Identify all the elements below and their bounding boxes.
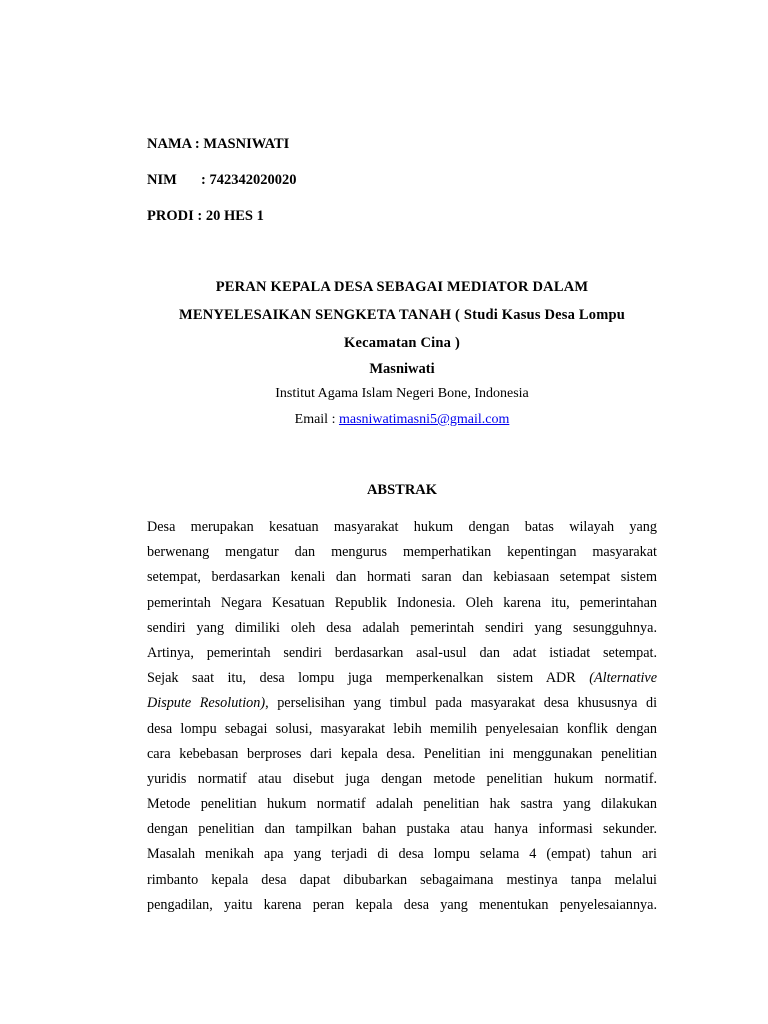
abstract-line: sendiri yang dimiliki oleh desa adalah pemerintah sendiri yang sesungguhnya. bbox=[147, 619, 657, 636]
abstract-line: Metode penelitian hukum normatif adalah penelitian hak sastra yang dilakukan bbox=[147, 796, 657, 813]
nama-label: NAMA : bbox=[147, 136, 204, 152]
abstract-line: yuridis normatif atau disebut juga dengan metode penelitian hukum normatif. bbox=[147, 770, 657, 787]
abstract-italic-term: Dispute Resolution) bbox=[147, 695, 266, 712]
nim-value: : 742342020020 bbox=[201, 172, 297, 188]
abstract-line: dengan penelitian dan tampilkan bahan pustaka atau hanya informasi sekunder. bbox=[147, 821, 657, 838]
email-link[interactable]: masniwatimasni5@gmail.com bbox=[338, 412, 510, 427]
abstract-line: cara kebebasan berproses dari kepala desa. Penelitian ini menggunakan penelitian bbox=[147, 745, 657, 762]
abstract-line: Masalah menikah apa yang terjadi di desa lompu selama 4 (empat) tahun ari bbox=[147, 846, 657, 863]
paper-title bbox=[147, 273, 657, 357]
abstract-line: Artinya, pemerintah sendiri berdasarkan asal-usul dan adat istiadat setempat. bbox=[147, 644, 657, 661]
title-line-2: MENYELESAIKAN SENGKETA TANAH ( Studi Kasus Desa Lompu bbox=[178, 307, 626, 323]
abstract-line: setempat, berdasarkan kenali dan hormati saran dan kebiasaan setempat sistem bbox=[147, 569, 657, 586]
email-label: Email : bbox=[294, 412, 339, 427]
nama-row bbox=[147, 136, 289, 153]
author-affiliation: Institut Agama Islam Negeri Bone, Indonesia bbox=[275, 386, 529, 401]
abstract-line: berwenang mengatur dan mengurus memperhatikan kepentingan masyarakat bbox=[147, 544, 657, 561]
prodi-label: PRODI : bbox=[147, 208, 206, 224]
abstract-line: Desa merupakan kesatuan masyarakat hukum dengan batas wilayah yang bbox=[147, 519, 657, 535]
abstract-heading: ABSTRAK bbox=[366, 482, 438, 498]
abstract-line-text: , perselisihan yang timbul pada masyarakat desa khususnya di bbox=[265, 695, 658, 712]
abstract-line: pemerintah Negara Kesatuan Republik Indonesia. Oleh karena itu, pemerintahan bbox=[147, 594, 657, 611]
abstract-body bbox=[147, 515, 657, 918]
prodi-row bbox=[147, 208, 264, 225]
abstract-line: pengadilan, yaitu karena peran kepala desa yang menentukan penyelesaiannya. bbox=[147, 896, 657, 913]
abstract-line bbox=[147, 666, 657, 691]
author-name: Masniwati bbox=[369, 361, 435, 377]
nim-label: NIM bbox=[147, 172, 177, 188]
abstract-line-text: Sejak saat itu, desa lompu juga memperkenalkan sistem ADR bbox=[147, 670, 576, 687]
abstract-line: desa lompu sebagai solusi, masyarakat lebih memilih penyelesaian konflik dengan bbox=[147, 720, 657, 737]
abstract-line: rimbanto kepala desa dapat dibubarkan sebagaimana mestinya tanpa melalui bbox=[147, 871, 657, 888]
title-line-1: PERAN KEPALA DESA SEBAGAI MEDIATOR DALAM bbox=[215, 279, 589, 295]
abstract-italic-term: (Alternative bbox=[589, 670, 658, 687]
abstract-line bbox=[147, 691, 657, 716]
prodi-value: 20 HES 1 bbox=[205, 208, 264, 224]
nama-value: MASNIWATI bbox=[203, 136, 290, 152]
nim-row bbox=[147, 172, 296, 189]
title-line-3: Kecamatan Cina ) bbox=[344, 335, 460, 351]
author-email-line bbox=[147, 412, 657, 428]
